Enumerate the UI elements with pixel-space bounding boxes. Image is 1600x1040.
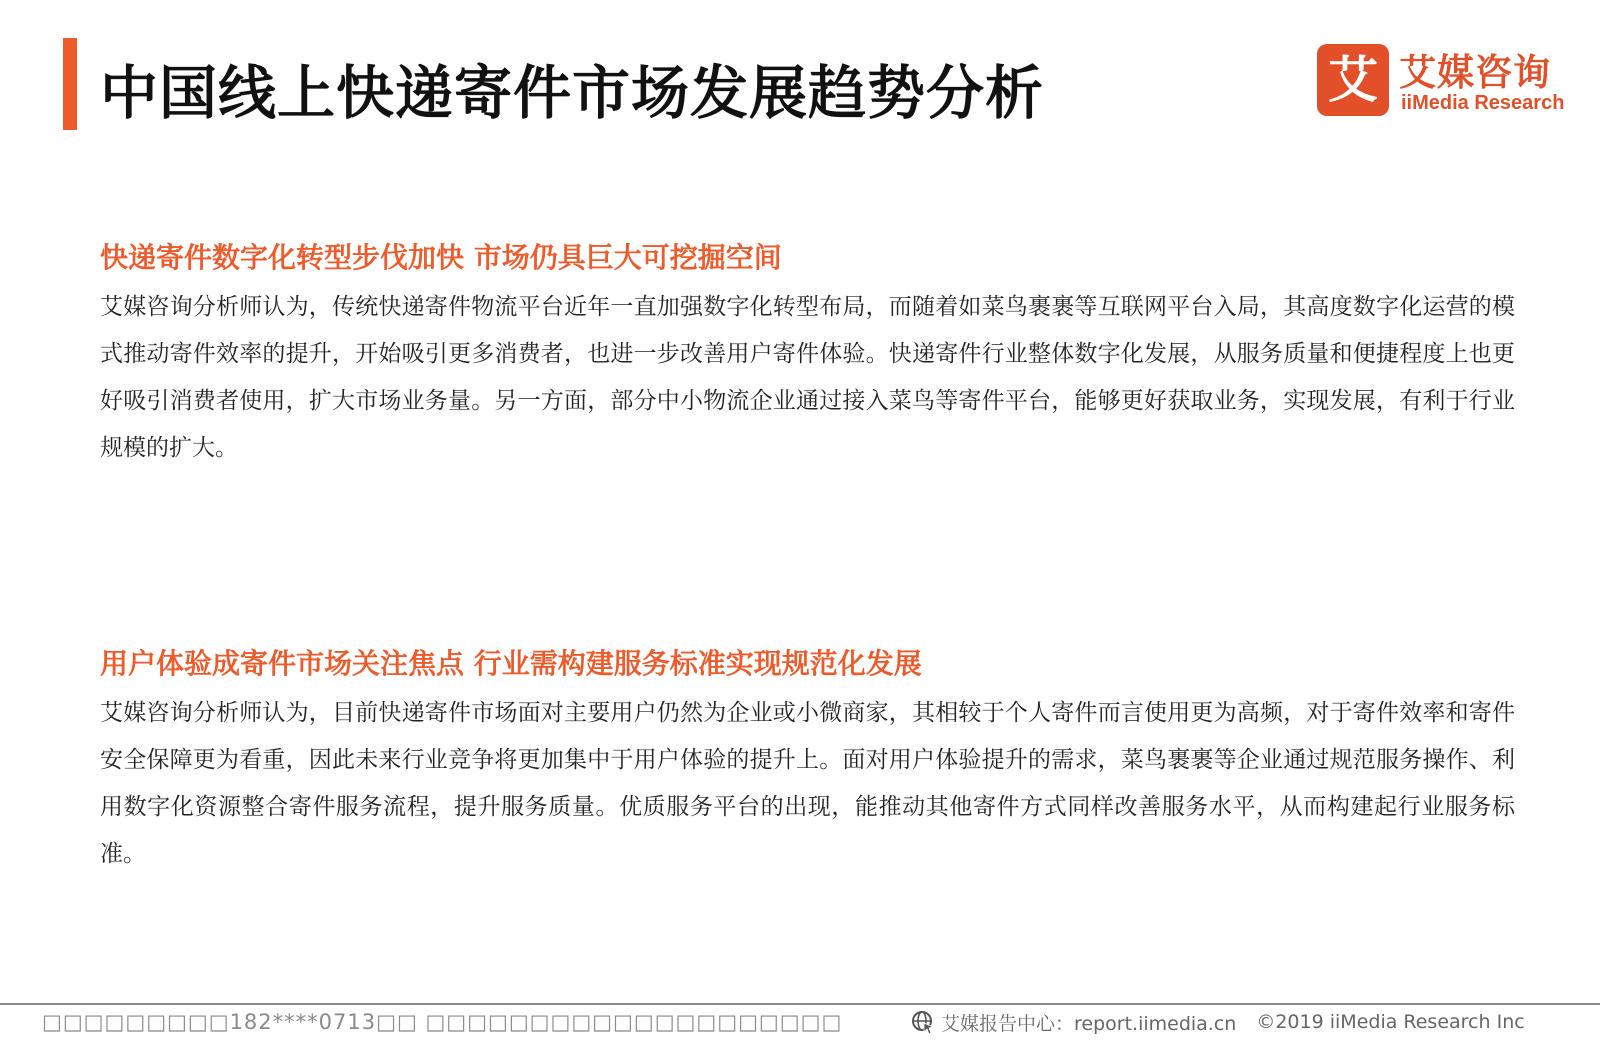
copyright-text: ©2019 iiMedia Research Inc bbox=[1256, 1011, 1525, 1033]
logo-mark: 艾 bbox=[1317, 44, 1389, 116]
section-body: 艾媒咨询分析师认为，传统快递寄件物流平台近年一直加强数字化转型布局，而随着如菜鸟裹裹等互联网平台入局，其高度数字化运营的模式推动寄件效率的提升，开始吸引更多消费者，也进一步改善用户寄件体验。快递寄件行业整体数字化发展，从服务质量和便捷程度上也更好吸引消费者使用，扩大市场业务量。另一方面，部分中小物流企业通过接入菜鸟等寄件平台，能够更好获取业务，实现发展，有利于行业规模的扩大。 bbox=[100, 294, 1515, 461]
section-body: 艾媒咨询分析师认为，目前快递寄件市场面对主要用户仍然为企业或小微商家，其相较于个人寄件而言使用更为高频，对于寄件效率和寄件安全保障更为看重，因此未来行业竞争将更加集中于用户体验的提升上。面对用户体验提升的需求，菜鸟裹裹等企业通过规范服务操作、利用数字化资源整合寄件服务流程，提升服务质量。优质服务平台的出现，能推动其他寄件方式同样改善服务水平，从而构建起行业服务标准。 bbox=[100, 700, 1515, 867]
section-heading: 快递寄件数字化转型步伐加快 市场仍具巨大可挖掘空间 bbox=[100, 241, 782, 274]
report-center-link[interactable]: 艾媒报告中心：report.iimedia.cn bbox=[941, 1012, 1237, 1035]
section-heading: 用户体验成寄件市场关注焦点 行业需构建服务标准实现规范化发展 bbox=[100, 647, 922, 680]
iimedia-logo bbox=[1317, 44, 1575, 118]
section-digital-transformation bbox=[100, 238, 1515, 472]
footer-divider bbox=[0, 1003, 1600, 1005]
page-title: 中国线上快递寄件市场发展趋势分析 bbox=[100, 59, 1045, 127]
section-user-experience bbox=[100, 644, 1515, 878]
globe-cursor-icon bbox=[911, 1010, 935, 1034]
logo-name-en: iiMedia Research bbox=[1401, 92, 1565, 114]
footer-watermark: □□□□□□□□□182****0713□□ □□□□□□□□□□□□□□□□□□□□ bbox=[42, 1010, 843, 1034]
footer-source bbox=[911, 1008, 1525, 1036]
title-accent-bar bbox=[63, 38, 77, 130]
logo-name-cn: 艾媒咨询 bbox=[1399, 51, 1551, 94]
